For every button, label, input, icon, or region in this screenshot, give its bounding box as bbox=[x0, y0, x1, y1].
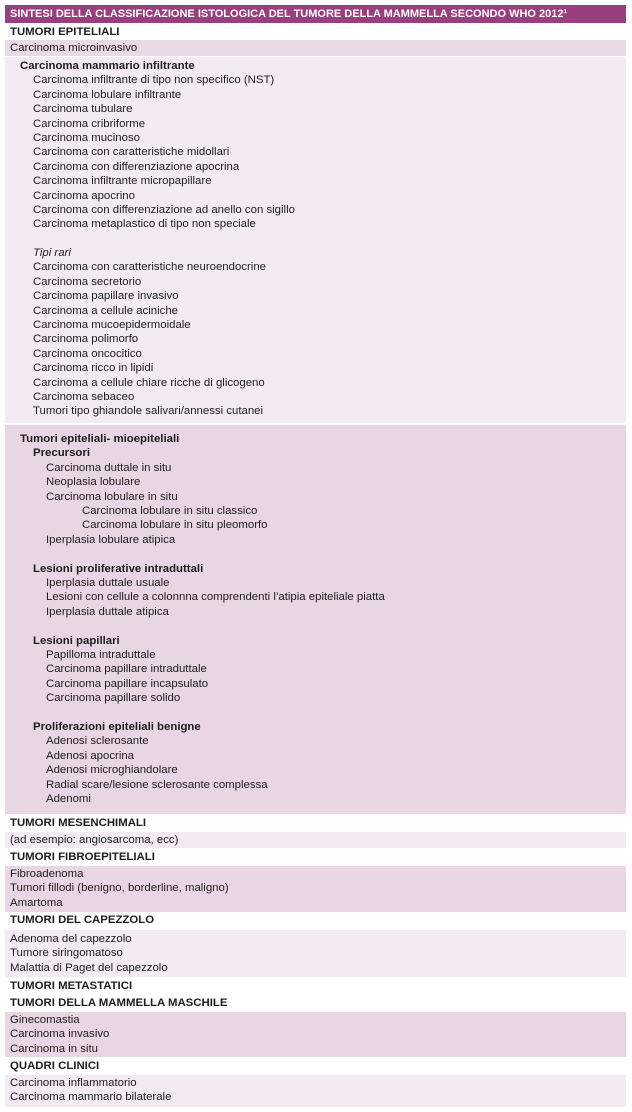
list-item: Papilloma intraduttale bbox=[46, 649, 156, 661]
list-item: Carcinoma lobulare in situ bbox=[46, 490, 178, 503]
list-item: Carcinoma con differenziazione ad anello con sigillo bbox=[33, 203, 295, 216]
list-item: Carcinoma lobulare infiltrante bbox=[33, 88, 182, 101]
list-item: Carcinoma papillare intraduttale bbox=[46, 663, 207, 676]
list-item: Carcinoma in situ bbox=[10, 1042, 98, 1055]
section-heading-metastatici: TUMORI METASTATICI bbox=[10, 980, 133, 992]
list-item: Adenosi apocrina bbox=[46, 749, 135, 762]
list-item: Iperplasia duttale usuale bbox=[46, 577, 170, 589]
list-item: Carcinoma con differenziazione apocrina bbox=[33, 160, 240, 173]
mioepiteliali-band bbox=[5, 425, 626, 814]
list-item: Carcinoma inflammatorio bbox=[10, 1077, 137, 1089]
list-item: Malattia di Paget del capezzolo bbox=[10, 961, 168, 974]
list-item: Carcinoma papillare solido bbox=[46, 692, 181, 705]
group-heading-proliferative: Lesioni proliferative intraduttali bbox=[33, 562, 204, 575]
fibroepiteliali-band bbox=[5, 866, 626, 912]
list-item: Carcinoma invasivo bbox=[10, 1028, 110, 1041]
list-item: (ad esempio: angiosarcoma, ecc) bbox=[10, 834, 179, 846]
list-item: Amartoma bbox=[10, 896, 63, 909]
list-item: Carcinoma infiltrante di tipo non specifico (NST) bbox=[33, 74, 275, 87]
list-item: Carcinoma sebaceo bbox=[33, 390, 135, 403]
section-heading-capezzolo: TUMORI DEL CAPEZZOLO bbox=[10, 914, 155, 926]
list-item: Carcinoma mammario bilaterale bbox=[10, 1091, 172, 1104]
list-item: Carcinoma secretorio bbox=[33, 275, 142, 288]
list-item: Adenoma del capezzolo bbox=[10, 933, 132, 945]
maschile-band bbox=[5, 1012, 626, 1057]
list-item: Carcinoma microinvasivo bbox=[10, 42, 138, 54]
list-item: Neoplasia lobulare bbox=[46, 476, 141, 489]
list-item: Carcinoma tubulare bbox=[33, 103, 133, 116]
subsection-heading-infiltrante: Carcinoma mammario infiltrante bbox=[20, 60, 195, 72]
list-item: Carcinoma mucoepidermoidale bbox=[33, 319, 191, 332]
infiltrante-band bbox=[5, 57, 626, 423]
mesenchimali-band bbox=[5, 832, 626, 848]
list-item: Lesioni con cellule a colonnna comprendenti l’atipia epiteliale piatta bbox=[46, 591, 385, 604]
subsection-heading-tipi-rari: Tipi rari bbox=[33, 247, 71, 260]
list-item: Carcinoma lobulare in situ pleomorfo bbox=[82, 519, 268, 532]
list-item: Carcinoma apocrino bbox=[33, 189, 135, 202]
group-heading-benigne: Proliferazioni epiteliali benigne bbox=[33, 721, 201, 733]
list-item: Carcinoma con caratteristiche midollari bbox=[33, 146, 230, 159]
section-heading-epiteliali: TUMORI EPITELIALI bbox=[10, 26, 120, 38]
list-item: Adenosi microghiandolare bbox=[46, 764, 178, 777]
list-item: Carcinoma a cellule chiare ricche di glicogeno bbox=[33, 376, 265, 389]
clinici-band bbox=[5, 1075, 626, 1107]
list-item: Iperplasia lobulare atipica bbox=[46, 533, 176, 546]
list-item: Tumori fillodi (benigno, borderline, maligno) bbox=[10, 882, 229, 895]
capezzolo-band bbox=[5, 930, 626, 977]
table-title: SINTESI DELLA CLASSIFICAZIONE ISTOLOGICA DEL TUMORE DELLA MAMMELLA SECONDO WHO 2012¹ bbox=[5, 5, 626, 23]
list-item: Carcinoma a cellule aciniche bbox=[33, 304, 178, 317]
group-heading-papillari: Lesioni papillari bbox=[33, 634, 120, 647]
list-item: Carcinoma con caratteristiche neuroendocrine bbox=[33, 261, 266, 274]
list-item: Carcinoma ricco in lipidi bbox=[33, 362, 154, 375]
list-item: Adenosi sclerosante bbox=[46, 735, 149, 748]
infiltrante-list bbox=[33, 73, 295, 418]
list-item: Carcinoma mucinoso bbox=[33, 131, 140, 144]
section-heading-clinici: QUADRI CLINICI bbox=[10, 1060, 100, 1072]
list-item: Radial scare/lesione sclerosante complessa bbox=[46, 778, 268, 791]
list-item: Carcinoma papillare invasivo bbox=[33, 290, 179, 303]
section-heading-mesenchimali: TUMORI MESENCHIMALI bbox=[10, 817, 147, 829]
list-item: Tumori tipo ghiandole salivari/annessi cutanei bbox=[33, 405, 264, 418]
list-item: Carcinoma infiltrante micropapillare bbox=[33, 175, 212, 188]
list-item: Carcinoma polimorfo bbox=[33, 333, 139, 346]
list-item: Carcinoma oncocitico bbox=[33, 347, 142, 360]
list-item: Carcinoma papillare incapsulato bbox=[46, 677, 209, 690]
list-item: Ginecomastia bbox=[10, 1014, 80, 1026]
list-item: Carcinoma lobulare in situ classico bbox=[82, 505, 258, 517]
subsection-heading-mioepiteliali: Tumori epiteliali- mioepiteliali bbox=[20, 433, 180, 445]
list-item: Adenomi bbox=[46, 792, 91, 805]
section-heading-fibroepiteliali: TUMORI FIBROEPITELIALI bbox=[10, 851, 155, 863]
microinvasivo-band bbox=[5, 40, 626, 56]
list-item: Carcinoma duttale in situ bbox=[46, 461, 172, 474]
list-item: Carcinoma cribriforme bbox=[33, 117, 146, 130]
list-item: Fibroadenoma bbox=[10, 868, 84, 880]
group-heading-precursori: Precursori bbox=[33, 447, 90, 460]
list-item: Carcinoma metaplastico di tipo non speciale bbox=[33, 218, 256, 231]
section-heading-maschile: TUMORI DELLA MAMMELLA MASCHILE bbox=[10, 997, 228, 1009]
list-item: Iperplasia duttale atipica bbox=[46, 605, 169, 618]
list-item: Tumore siringomatoso bbox=[10, 947, 123, 960]
